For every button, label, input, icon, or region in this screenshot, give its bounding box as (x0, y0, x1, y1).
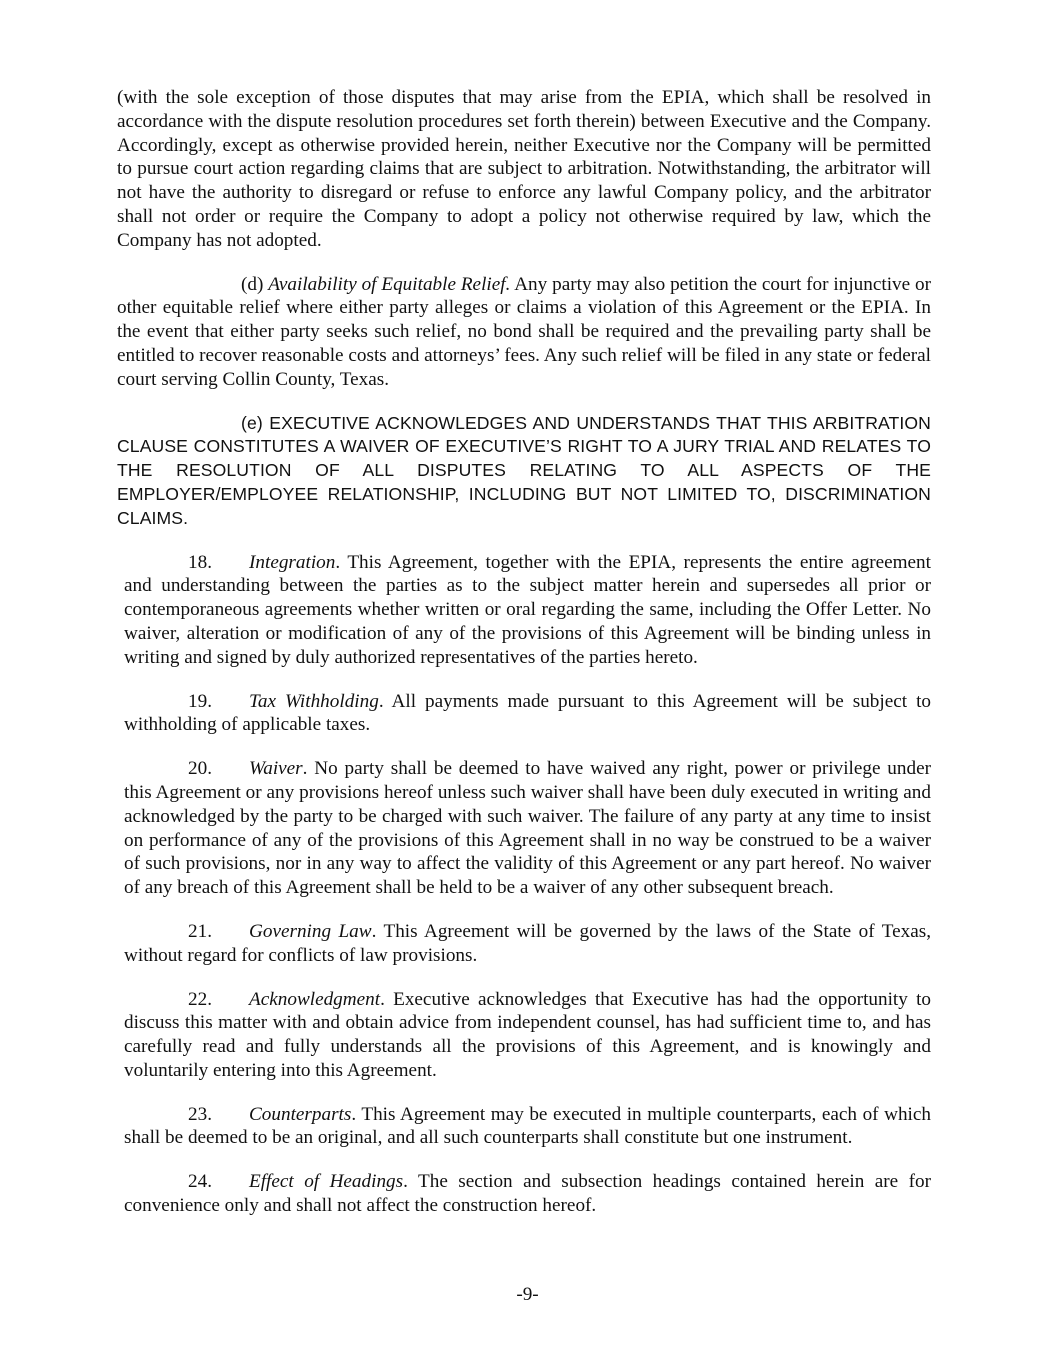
subsection-e (117, 412, 931, 531)
subsection-e-body: EXECUTIVE ACKNOWLEDGES AND UNDERSTANDS THAT THIS ARBITRATION CLAUSE CONSTITUTES A WAIVER OF EXECUTIVE’S RIGHT TO A JURY TRIAL AND RELATES TO THE RESOLUTION OF ALL DISPUTES RELATING TO ALL ASPECTS OF THE EMPLOYER/EMPLOYEE RELATIONSHIP, INCLUDING BUT NOT LIMITED TO, DISCRIMINATION CLAIMS. (117, 412, 931, 528)
intro-paragraph (117, 86, 931, 253)
subsection-d (117, 273, 931, 392)
subsection-d-label: (d) (241, 273, 264, 295)
section-22-number: 22. (188, 988, 212, 1010)
section-19-number: 19. (188, 690, 212, 712)
subsection-d-body: Any party may also petition the court for injunctive or other equitable relief where either party alleges or claims a violation of this Agreement or the EPIA. In the event that either party seeks such relief, no bond shall be required and the prevailing party shall be entitled to recover reasonable costs and attorneys’ fees. Any such relief will be filed in any state or federal court serving Collin County, Texas. (117, 273, 931, 390)
intro-text: (with the sole exception of those disputes that may arise from the EPIA, which shall be resolved in accordance with the dispute resolution procedures set forth therein) between Executive and the Company. Accordingly, except as otherwise provided herein, neither Executive nor the Company will be permitted to pursue court action regarding claims that are subject to arbitration. Notwithstanding, the arbitrator will not have the authority to disregard or refuse to enforce any lawful Company policy, and the arbitrator shall not order or require the Company to adopt a policy not otherwise required by law, which the Company has not adopted. (117, 87, 931, 251)
section-19-body: . All payments made pursuant to this Agreement will be subject to withholding of applicable taxes. (124, 690, 931, 736)
section-20-body: . No party shall be deemed to have waived any right, power or privilege under this Agreement or any provisions hereof unless such waiver shall have been duly executed in writing and acknowledged by the party to be charged with such waiver. The failure of any party at any time to insist on performance of any of the provisions of this Agreement shall in no way be construed to be a waiver of such provisions, nor in any way to affect the validity of this Agreement or any part hereof. No waiver of any breach of this Agreement shall be held to be a waiver of any other subsequent breach. (124, 758, 931, 899)
section-24-number: 24. (188, 1171, 212, 1193)
section-19 (117, 690, 931, 738)
subsection-e-label: (e) (241, 412, 263, 433)
section-23-number: 23. (188, 1103, 212, 1125)
section-22-heading: Acknowledgment (249, 988, 381, 1010)
section-18-heading: Integration (249, 551, 336, 573)
section-23 (117, 1103, 931, 1151)
section-20-number: 20. (188, 758, 212, 780)
section-18-body: . This Agreement, together with the EPIA, represents the entire agreement and understanding between the parties as to the subject matter herein and supersedes all prior or contemporaneous agreements whether written or oral regarding the same, including the Offer Letter. No waiver, alteration or modification of any of the provisions of this Agreement will be binding unless in writing and signed by duly authorized representatives of the parties hereto. (124, 551, 931, 668)
subsection-d-heading: Availability of Equitable Relief (268, 273, 506, 295)
section-18-number: 18. (188, 551, 212, 573)
section-24-body: . The section and subsection headings contained herein are for convenience only and shall not affect the construction hereof. (124, 1171, 931, 1217)
section-22-body: . Executive acknowledges that Executive has had the opportunity to discuss this matter with and obtain advice from independent counsel, has had sufficient time to, and has carefully read and fully understands all the provisions of this Agreement, and is knowingly and voluntarily entering into this Agreement. (124, 988, 931, 1081)
section-18 (117, 551, 931, 670)
section-22 (117, 988, 931, 1083)
section-21-body: . This Agreement will be governed by the laws of the State of Texas, without regard for conflicts of law provisions. (124, 920, 931, 966)
subsection-d-heading-suffix: . (505, 273, 511, 295)
section-20-heading: Waiver (249, 758, 303, 780)
document-page (117, 86, 931, 1238)
section-23-body: . This Agreement may be executed in multiple counterparts, each of which shall be deemed to be an original, and all such counterparts shall constitute but one instrument. (124, 1103, 931, 1149)
section-24 (117, 1170, 931, 1218)
section-21-number: 21. (188, 920, 212, 942)
section-24-heading: Effect of Headings (249, 1171, 404, 1193)
section-21 (117, 920, 931, 968)
section-19-heading: Tax Withholding (249, 690, 379, 712)
section-23-heading: Counterparts (249, 1103, 352, 1125)
section-20 (117, 757, 931, 900)
page-number: -9- (516, 1284, 539, 1305)
section-21-heading: Governing Law (249, 920, 372, 942)
